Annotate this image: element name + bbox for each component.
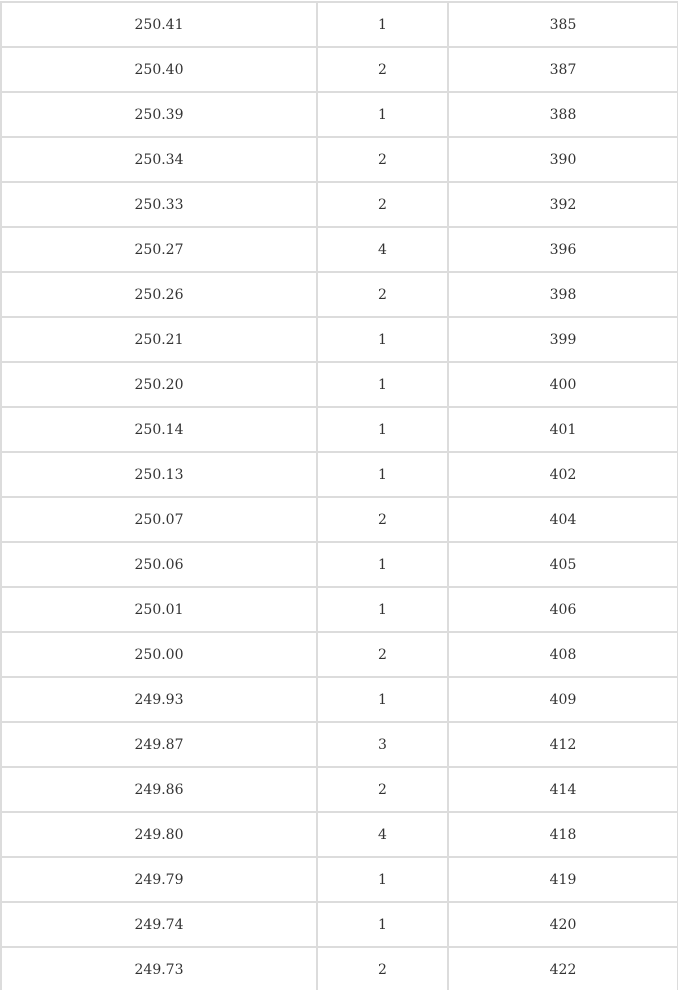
score-cell: 249.86 — [1, 767, 317, 812]
count-cell: 1 — [317, 407, 448, 452]
table-row — [1, 452, 678, 497]
table-row — [1, 767, 678, 812]
cumulative-cell: 396 — [448, 227, 678, 272]
table-row — [1, 677, 678, 722]
table-row — [1, 632, 678, 677]
table-row — [1, 542, 678, 587]
table-row — [1, 2, 678, 47]
score-cell: 250.40 — [1, 47, 317, 92]
cumulative-cell: 392 — [448, 182, 678, 227]
table-row — [1, 227, 678, 272]
table-row — [1, 812, 678, 857]
cumulative-cell: 402 — [448, 452, 678, 497]
score-cell: 250.41 — [1, 2, 317, 47]
cumulative-cell: 420 — [448, 902, 678, 947]
cumulative-cell: 406 — [448, 587, 678, 632]
table-row — [1, 902, 678, 947]
score-cell: 250.39 — [1, 92, 317, 137]
score-cell: 250.27 — [1, 227, 317, 272]
score-cell: 249.73 — [1, 947, 317, 990]
count-cell: 2 — [317, 947, 448, 990]
cumulative-cell: 419 — [448, 857, 678, 902]
table-row — [1, 272, 678, 317]
count-cell: 2 — [317, 47, 448, 92]
cumulative-cell: 408 — [448, 632, 678, 677]
table-row — [1, 857, 678, 902]
table-row — [1, 137, 678, 182]
count-cell: 2 — [317, 182, 448, 227]
count-cell: 2 — [317, 137, 448, 182]
cumulative-cell: 390 — [448, 137, 678, 182]
table-row — [1, 317, 678, 362]
count-cell: 1 — [317, 857, 448, 902]
cumulative-cell: 412 — [448, 722, 678, 767]
cumulative-cell: 418 — [448, 812, 678, 857]
score-cell: 250.01 — [1, 587, 317, 632]
count-cell: 2 — [317, 632, 448, 677]
score-cell: 250.06 — [1, 542, 317, 587]
cumulative-cell: 400 — [448, 362, 678, 407]
score-cell: 249.87 — [1, 722, 317, 767]
count-cell: 1 — [317, 677, 448, 722]
count-cell: 2 — [317, 497, 448, 542]
count-cell: 2 — [317, 767, 448, 812]
cumulative-cell: 398 — [448, 272, 678, 317]
count-cell: 1 — [317, 452, 448, 497]
cumulative-cell: 387 — [448, 47, 678, 92]
count-cell: 1 — [317, 362, 448, 407]
score-cell: 250.26 — [1, 272, 317, 317]
table-body — [1, 2, 678, 990]
score-cell: 249.80 — [1, 812, 317, 857]
score-distribution-table — [0, 1, 678, 990]
count-cell: 1 — [317, 902, 448, 947]
table-row — [1, 47, 678, 92]
count-cell: 1 — [317, 542, 448, 587]
score-cell: 250.00 — [1, 632, 317, 677]
score-cell: 250.34 — [1, 137, 317, 182]
count-cell: 1 — [317, 317, 448, 362]
count-cell: 1 — [317, 92, 448, 137]
score-cell: 250.07 — [1, 497, 317, 542]
cumulative-cell: 399 — [448, 317, 678, 362]
count-cell: 4 — [317, 812, 448, 857]
count-cell: 1 — [317, 2, 448, 47]
cumulative-cell: 422 — [448, 947, 678, 990]
cumulative-cell: 409 — [448, 677, 678, 722]
cumulative-cell: 404 — [448, 497, 678, 542]
count-cell: 2 — [317, 272, 448, 317]
score-cell: 249.79 — [1, 857, 317, 902]
table-row — [1, 947, 678, 990]
count-cell: 3 — [317, 722, 448, 767]
score-cell: 250.13 — [1, 452, 317, 497]
score-cell: 250.33 — [1, 182, 317, 227]
cumulative-cell: 401 — [448, 407, 678, 452]
count-cell: 4 — [317, 227, 448, 272]
table-row — [1, 92, 678, 137]
table-row — [1, 182, 678, 227]
cumulative-cell: 405 — [448, 542, 678, 587]
score-cell: 249.93 — [1, 677, 317, 722]
count-cell: 1 — [317, 587, 448, 632]
table-row — [1, 497, 678, 542]
table-row — [1, 362, 678, 407]
score-cell: 249.74 — [1, 902, 317, 947]
cumulative-cell: 414 — [448, 767, 678, 812]
score-cell: 250.21 — [1, 317, 317, 362]
table-row — [1, 722, 678, 767]
cumulative-cell: 388 — [448, 92, 678, 137]
cumulative-cell: 385 — [448, 2, 678, 47]
score-cell: 250.20 — [1, 362, 317, 407]
table-row — [1, 587, 678, 632]
score-cell: 250.14 — [1, 407, 317, 452]
table-row — [1, 407, 678, 452]
